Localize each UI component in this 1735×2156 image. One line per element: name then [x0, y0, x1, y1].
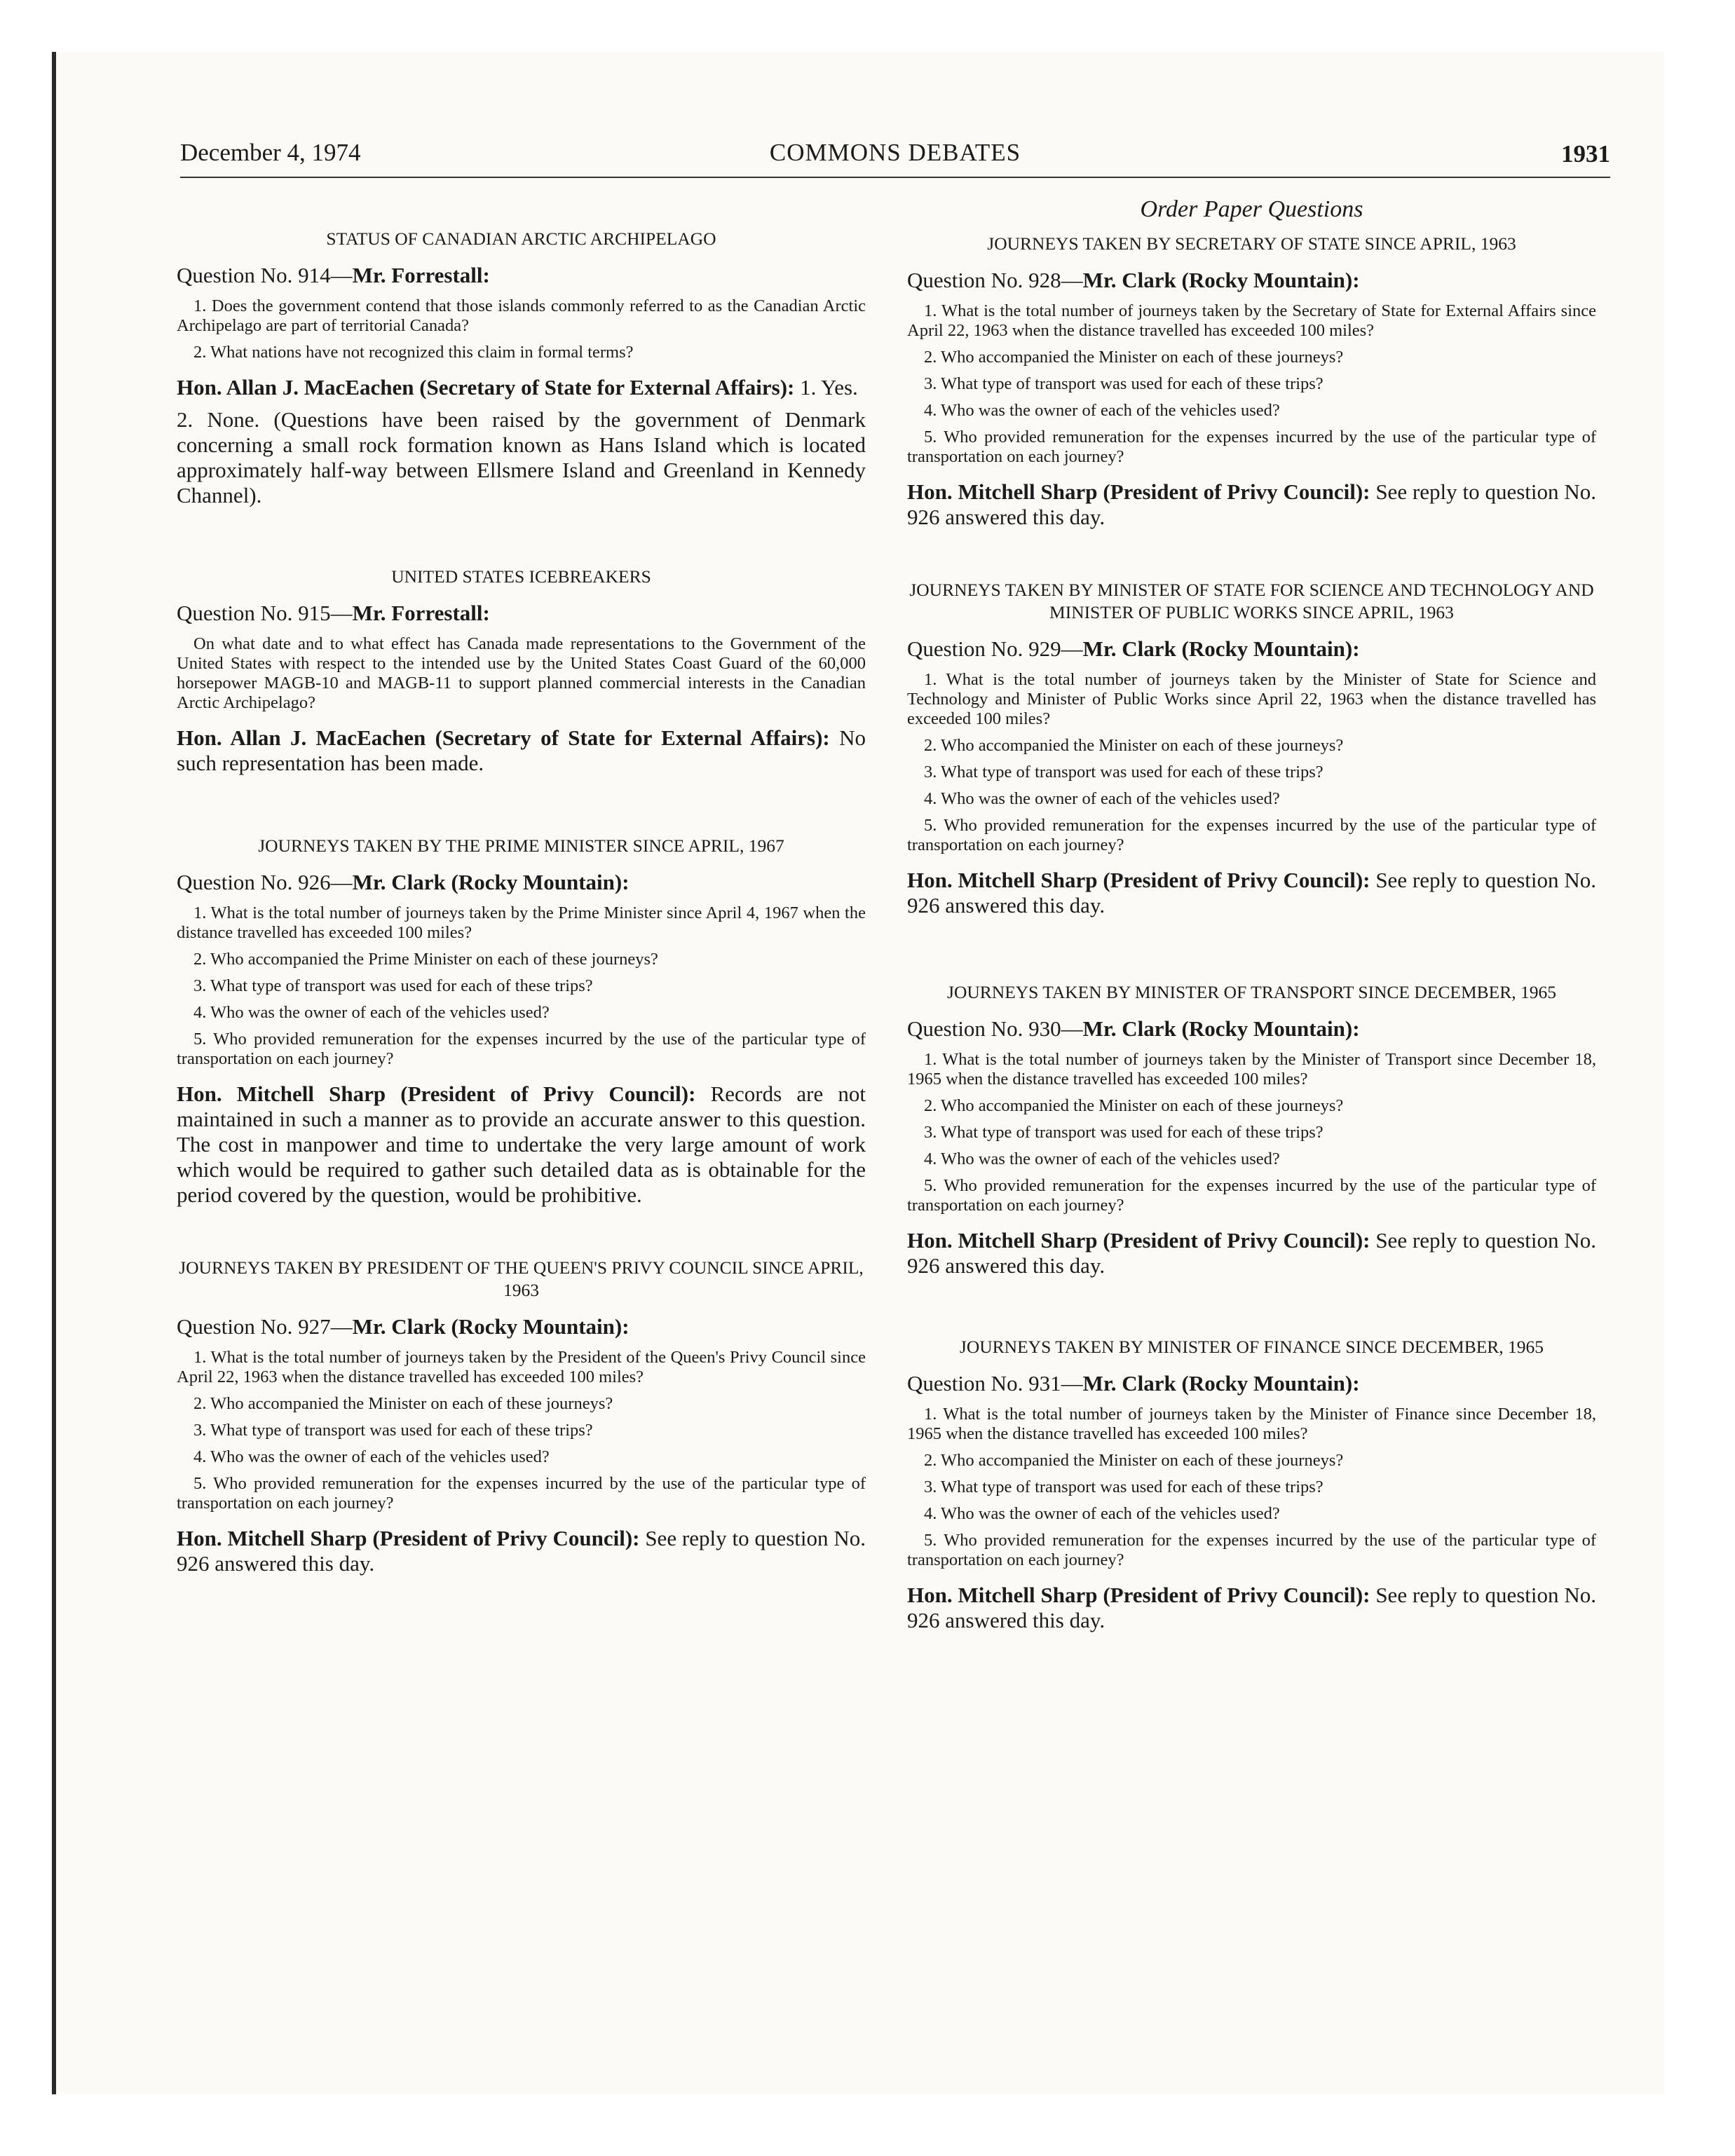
- section-title: JOURNEYS TAKEN BY MINISTER OF TRANSPORT SINCE DECEMBER, 1965: [947, 982, 1556, 1002]
- question-section: [177, 1257, 866, 1576]
- answer-speaker: Hon. Allan J. MacEachen (Secretary of State for External Affairs):: [177, 725, 830, 750]
- answer-text: [907, 479, 1596, 530]
- answer-speaker: Hon. Mitchell Sharp (President of Privy Council):: [177, 1082, 696, 1106]
- answer-speaker: Hon. Mitchell Sharp (President of Privy Council):: [907, 1228, 1370, 1253]
- question-number: Question No. 914—: [177, 263, 353, 287]
- question-text: 1. Does the government contend that those islands commonly referred to as the Canadian Arctic Archipelago are part of territorial Canada?: [177, 296, 866, 335]
- answer-text: [177, 725, 866, 776]
- question-section: [907, 579, 1596, 918]
- question-heading: [907, 268, 1596, 293]
- question-text: On what date and to what effect has Canada made representations to the Government of the United States with respect to the intended use by the United States Coast Guard of the 60,000 horsepower MAGB-10 and MAGB-11 to support planned commercial interests in the Canadian Arctic Archipelago?: [177, 634, 866, 712]
- answer-text: [907, 1228, 1596, 1278]
- question-text: 3. What type of transport was used for each of these trips?: [924, 374, 1324, 393]
- answer-speaker: Hon. Mitchell Sharp (President of Privy Council):: [177, 1526, 640, 1550]
- answer-speaker: Hon. Mitchell Sharp (President of Privy Council):: [907, 479, 1370, 504]
- question-section: [177, 228, 866, 508]
- question-text: 5. Who provided remuneration for the expenses incurred by the use of the particular type of transportation on each journey?: [177, 1030, 866, 1068]
- question-number: Question No. 926—: [177, 870, 353, 894]
- question-text: 5. Who provided remuneration for the expenses incurred by the use of the particular type of transportation on each journey?: [907, 428, 1596, 466]
- question-text: 4. Who was the owner of each of the vehicles used?: [924, 1504, 1280, 1523]
- section-title: JOURNEYS TAKEN BY THE PRIME MINISTER SINCE APRIL, 1967: [258, 835, 784, 856]
- question-text: 5. Who provided remuneration for the expenses incurred by the use of the particular type of transportation on each journey?: [177, 1474, 866, 1513]
- question-number: Question No. 930—: [907, 1016, 1083, 1041]
- section-title: JOURNEYS TAKEN BY MINISTER OF STATE FOR SCIENCE AND TECHNOLOGY AND MINISTER OF PUBLIC WORKS SINCE APRIL, 1963: [909, 580, 1594, 622]
- answer-body: See reply to question No. 926 answered this day.: [907, 868, 1596, 917]
- question-section: [907, 233, 1596, 530]
- answer-speaker: Hon. Mitchell Sharp (President of Privy Council):: [907, 1583, 1370, 1607]
- question-text: 4. Who was the owner of each of the vehicles used?: [924, 789, 1280, 808]
- answer-text: [907, 868, 1596, 918]
- question-text: 3. What type of transport was used for each of these trips?: [924, 1478, 1324, 1496]
- question-text: 3. What type of transport was used for each of these trips?: [193, 1421, 593, 1440]
- running-head: Order Paper Questions: [1140, 196, 1363, 222]
- questioner: Mr. Clark (Rocky Mountain):: [1082, 636, 1360, 661]
- answer-body: No such representation has been made.: [177, 725, 866, 775]
- answer-text: [177, 1082, 866, 1208]
- question-text: 2. Who accompanied the Prime Minister on each of these journeys?: [193, 950, 658, 969]
- answer-body: Records are not maintained in such a manner as to provide an accurate answer to this question. The cost in manpower and time to undertake the very large amount of work which would be required to gather such detailed data as is obtainable for the period covered by the question, would be prohibitive.: [177, 1082, 866, 1207]
- publication-title: COMMONS DEBATES: [769, 139, 1021, 166]
- question-text: 1. What is the total number of journeys taken by the Minister of Finance since December 18, 1965 when the distance travelled has exceeded 100 miles?: [907, 1405, 1596, 1443]
- question-text: 2. Who accompanied the Minister on each of these journeys?: [924, 1451, 1344, 1470]
- answer-body: See reply to question No. 926 answered this day.: [907, 1228, 1596, 1278]
- scan-edge: [52, 52, 56, 2094]
- questioner: Mr. Forrestall:: [352, 601, 490, 625]
- question-text: 4. Who was the owner of each of the vehicles used?: [924, 401, 1280, 420]
- section-title: STATUS OF CANADIAN ARCTIC ARCHIPELAGO: [326, 228, 716, 249]
- question-heading: [177, 1314, 866, 1339]
- answer-speaker: Hon. Allan J. MacEachen (Secretary of State for External Affairs):: [177, 375, 795, 400]
- question-text: 4. Who was the owner of each of the vehicles used?: [924, 1149, 1280, 1168]
- question-number: Question No. 931—: [907, 1371, 1083, 1396]
- answer-body: See reply to question No. 926 answered this day.: [907, 1583, 1596, 1632]
- right-column: [907, 196, 1596, 1674]
- question-text: 5. Who provided remuneration for the expenses incurred by the use of the particular type of transportation on each journey?: [907, 816, 1596, 854]
- question-heading: [907, 636, 1596, 662]
- question-text: 5. Who provided remuneration for the expenses incurred by the use of the particular type of transportation on each journey?: [907, 1176, 1596, 1215]
- question-text: 2. Who accompanied the Minister on each of these journeys?: [924, 1096, 1344, 1115]
- answer-text: [907, 1583, 1596, 1633]
- questioner: Mr. Clark (Rocky Mountain):: [1082, 268, 1360, 292]
- answer-speaker: Hon. Mitchell Sharp (President of Privy Council):: [907, 868, 1370, 892]
- question-number: Question No. 929—: [907, 636, 1083, 661]
- page-number: 1931: [1561, 140, 1610, 168]
- question-text: 2. Who accompanied the Minister on each of these journeys?: [193, 1394, 613, 1413]
- question-number: Question No. 927—: [177, 1314, 353, 1339]
- question-text: 4. Who was the owner of each of the vehicles used?: [193, 1003, 550, 1022]
- question-text: 2. Who accompanied the Minister on each of these journeys?: [924, 348, 1344, 367]
- question-text: 1. What is the total number of journeys taken by the President of the Queen's Privy Council since April 22, 1963 when the distance travelled has exceeded 100 miles?: [177, 1348, 866, 1386]
- page-header: [180, 139, 1610, 178]
- questioner: Mr. Clark (Rocky Mountain):: [352, 1314, 630, 1339]
- question-text: 1. What is the total number of journeys taken by the Minister of State for Science and Technology and Minister of Public Works since April 22, 1963 when the distance travelled has exceeded 100 miles?: [907, 670, 1596, 728]
- question-text: 3. What type of transport was used for each of these trips?: [924, 763, 1324, 782]
- section-title: UNITED STATES ICEBREAKERS: [391, 566, 651, 587]
- left-column: [177, 196, 866, 1617]
- question-text: 1. What is the total number of journeys taken by the Secretary of State for External Affairs since April 22, 1963 when the distance travelled has exceeded 100 miles?: [907, 301, 1596, 340]
- question-heading: [907, 1016, 1596, 1042]
- question-text: 4. Who was the owner of each of the vehicles used?: [193, 1447, 550, 1466]
- questioner: Mr. Clark (Rocky Mountain):: [1082, 1016, 1360, 1041]
- answer-body: 1. Yes.: [794, 375, 858, 400]
- question-text: 5. Who provided remuneration for the expenses incurred by the use of the particular type of transportation on each journey?: [907, 1531, 1596, 1569]
- question-text: 3. What type of transport was used for each of these trips?: [193, 976, 593, 995]
- question-section: [907, 981, 1596, 1278]
- question-heading: [177, 870, 866, 895]
- question-heading: [177, 263, 866, 288]
- question-section: [907, 1336, 1596, 1633]
- question-text: 2. Who accompanied the Minister on each of these journeys?: [924, 736, 1344, 755]
- question-number: Question No. 928—: [907, 268, 1083, 292]
- answer-text: [177, 375, 866, 400]
- questioner: Mr. Clark (Rocky Mountain):: [352, 870, 630, 894]
- questioner: Mr. Forrestall:: [352, 263, 490, 287]
- question-heading: [907, 1371, 1596, 1396]
- questioner: Mr. Clark (Rocky Mountain):: [1082, 1371, 1360, 1396]
- question-section: [177, 566, 866, 776]
- header-date: December 4, 1974: [180, 139, 361, 166]
- question-text: 1. What is the total number of journeys taken by the Minister of Transport since December 18, 1965 when the distance travelled has exceeded 100 miles?: [907, 1050, 1596, 1089]
- question-section: [177, 835, 866, 1208]
- section-title: JOURNEYS TAKEN BY SECRETARY OF STATE SINCE APRIL, 1963: [987, 233, 1516, 254]
- answer-continued: 2. None. (Questions have been raised by the government of Denmark concerning a small rock formation known as Hans Island which is located approximately half-way between Ellsmere Island and Greenland in Kennedy Channel).: [177, 407, 866, 507]
- question-text: 1. What is the total number of journeys taken by the Prime Minister since April 4, 1967 when the distance travelled has exceeded 100 miles?: [177, 903, 866, 942]
- answer-body: See reply to question No. 926 answered this day.: [907, 479, 1596, 529]
- section-title: JOURNEYS TAKEN BY PRESIDENT OF THE QUEEN'S PRIVY COUNCIL SINCE APRIL, 1963: [179, 1257, 864, 1300]
- answer-text: [177, 1526, 866, 1576]
- question-heading: [177, 601, 866, 626]
- question-number: Question No. 915—: [177, 601, 353, 625]
- section-title: JOURNEYS TAKEN BY MINISTER OF FINANCE SINCE DECEMBER, 1965: [959, 1337, 1544, 1357]
- answer-body: See reply to question No. 926 answered this day.: [177, 1526, 866, 1576]
- question-text: 3. What type of transport was used for each of these trips?: [924, 1123, 1324, 1142]
- question-text: 2. What nations have not recognized this claim in formal terms?: [193, 343, 634, 362]
